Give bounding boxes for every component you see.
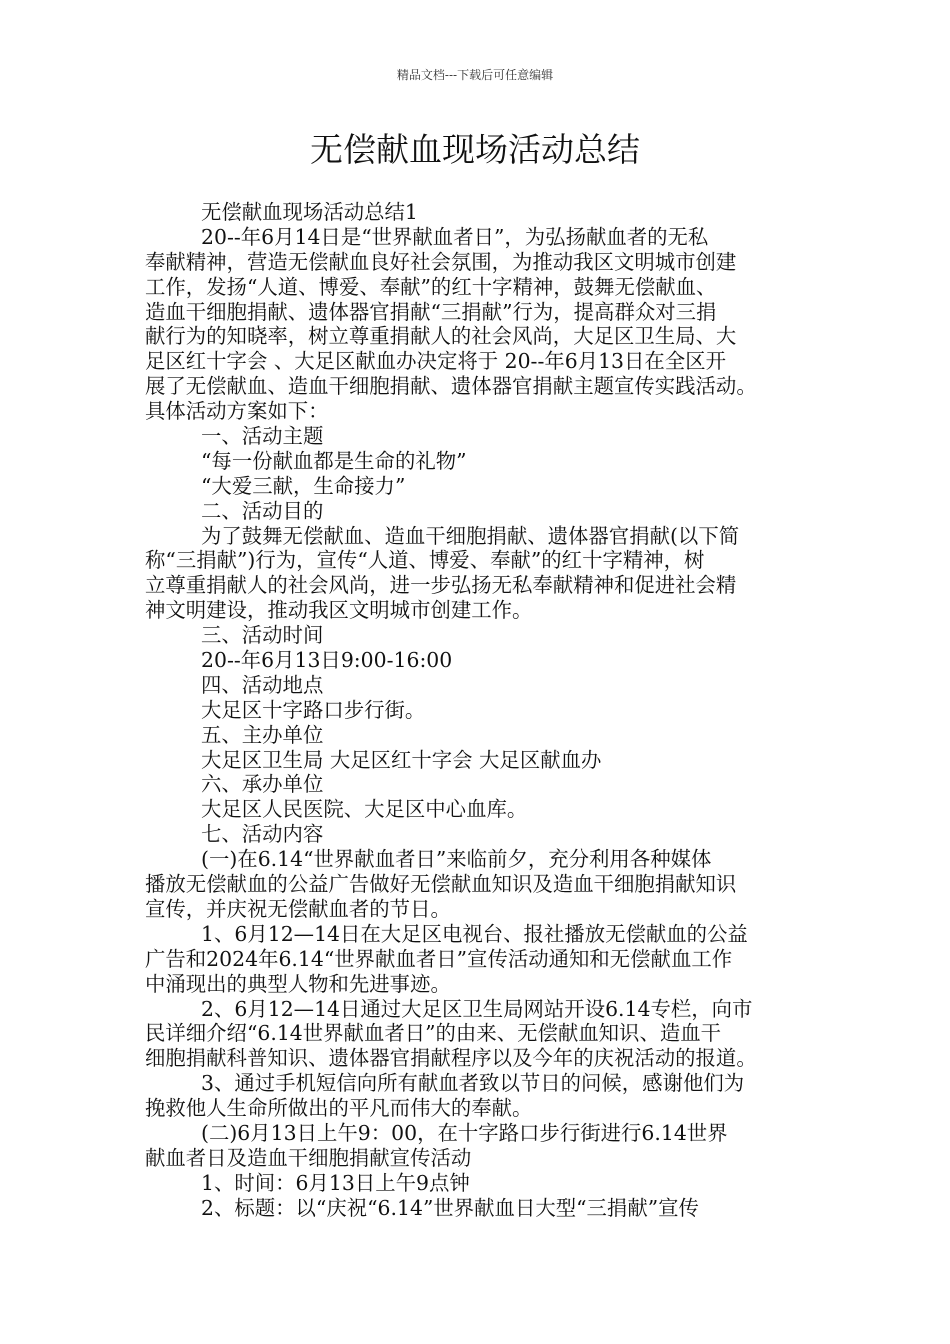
text-line: 广告和2024年6.14“世界献血者日”宣传活动通知和无偿献血工作 [145,946,733,971]
document-title: 无偿献血现场活动总结 [310,130,640,169]
text-line: 挽救他人生命所做出的平凡而伟大的奉献。 [145,1096,533,1121]
text-line: 民详细介绍“6.14世界献血者日”的由来、无偿献血知识、造血干 [145,1021,722,1046]
text-line: 二、活动目的 [201,498,324,523]
text-line: 足区红十字会 、大足区献血办决定将于 20--年6月13日在全区开 [145,349,726,374]
text-line: (一)在6.14“世界献血者日”来临前夕，充分利用各种媒体 [201,847,712,872]
header-note: 精品文档---下载后可任意编辑 [396,68,554,82]
text-line: 神文明建设，推动我区文明城市创建工作。 [145,598,533,623]
text-line: 三、活动时间 [201,623,324,648]
text-line: 3、通过手机短信向所有献血者致以节日的问候，感谢他们为 [201,1071,745,1096]
text-line: 具体活动方案如下： [145,399,329,424]
text-line: 立尊重捐献人的社会风尚，进一步弘扬无私奉献精神和促进社会精 [145,573,737,598]
text-line: 无偿献血现场活动总结1 [201,200,418,224]
text-line: 大足区十字路口步行街。 [201,697,426,722]
text-line: 大足区卫生局 大足区红十字会 大足区献血办 [201,747,602,772]
text-line: 为了鼓舞无偿献血、造血干细胞捐献、遗体器官捐献(以下简 [201,523,740,548]
text-line: 称“三捐献”)行为，宣传“人道、博爱、奉献”的红十字精神，树 [145,548,705,573]
text-line: “大爱三献，生命接力” [201,473,406,498]
text-line: “每一份献血都是生命的礼物” [201,448,467,473]
text-line: (二)6月13日上午9：00，在十字路口步行街进行6.14世界 [201,1120,728,1145]
text-line: 七、活动内容 [201,822,324,847]
text-line: 1、6月12—14日在大足区电视台、报社播放无偿献血的公益 [201,921,748,946]
text-line: 展了无偿献血、造血干细胞捐献、遗体器官捐献主题宣传实践活动。 [145,374,757,399]
text-line: 五、主办单位 [201,722,324,747]
text-line: 中涌现出的典型人物和先进事迹。 [145,971,451,996]
text-line: 细胞捐献科普知识、遗体器官捐献程序以及今年的庆祝活动的报道。 [145,1046,757,1071]
text-line: 20--年6月13日9:00-16:00 [201,648,453,673]
text-line: 宣传，并庆祝无偿献血者的节日。 [145,896,451,921]
text-line: 1、时间：6月13日上午9点钟 [201,1170,470,1195]
text-line: 献行为的知晓率，树立尊重捐献人的社会风尚，大足区卫生局、大 [145,324,737,349]
text-line: 造血干细胞捐献、遗体器官捐献“三捐献”行为，提高群众对三捐 [145,299,717,324]
text-line: 一、活动主题 [201,424,324,449]
text-line: 2、标题：以“庆祝“6.14”世界献血日大型“三捐献”宣传 [201,1195,699,1220]
text-line: 工作，发扬“人道、博爱、奉献”的红十字精神，鼓舞无偿献血、 [145,274,717,299]
text-line: 大足区人民医院、大足区中心血库。 [201,797,528,822]
text-line: 20--年6月14日是“世界献血者日”，为弘扬献血者的无私 [201,224,709,249]
text-line: 奉献精神，营造无偿献血良好社会氛围，为推动我区文明城市创建 [145,249,737,274]
text-line: 2、6月12—14日通过大足区卫生局网站开设6.14专栏，向市 [201,996,753,1021]
text-line: 献血者日及造血干细胞捐献宣传活动 [145,1145,472,1170]
text-line: 播放无偿献血的公益广告做好无偿献血知识及造血干细胞捐献知识 [145,872,737,897]
text-line: 四、活动地点 [201,672,324,697]
document-body [145,200,817,1221]
text-line: 六、承办单位 [201,772,324,797]
